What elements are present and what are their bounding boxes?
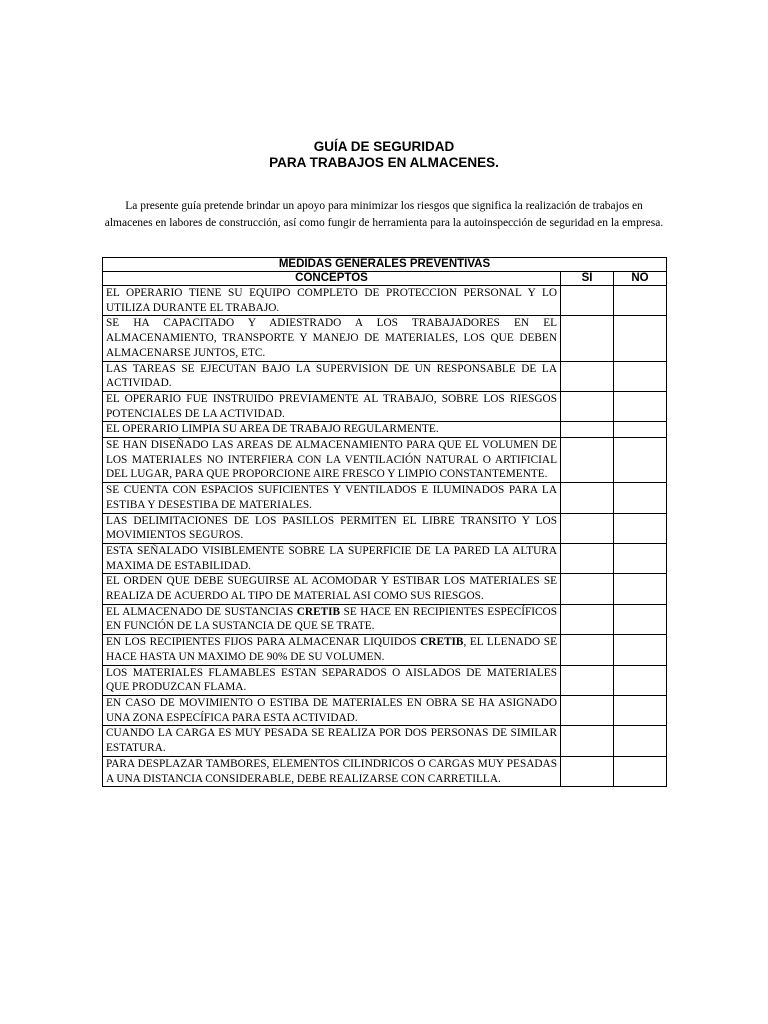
document-title: GUÍA DE SEGURIDAD — [313, 139, 455, 154]
concept-cell: LAS DELIMITACIONES DE LOS PASILLOS PERMITEN EL LIBRE TRANSITO Y LOS MOVIMIENTOS SEGUROS. — [103, 513, 561, 543]
concept-cell: EL OPERARIO FUE INSTRUIDO PREVIAMENTE AL TRABAJO, SOBRE LOS RIESGOS POTENCIALES DE LA ACTIVIDAD. — [103, 391, 561, 421]
answer-cell-no[interactable] — [614, 726, 667, 756]
concept-cell: EL ORDEN QUE DEBE SUEGUIRSE AL ACOMODAR Y ESTIBAR LOS MATERIALES SE REALIZA DE ACUERDO AL TIPO DE MATERIAL ASI COMO SUS RIESGOS. — [103, 574, 561, 604]
concept-keyword: CRETIB — [296, 605, 341, 618]
concept-cell: EL OPERARIO LIMPIA SU AREA DE TRABAJO REGULARMENTE. — [103, 422, 561, 438]
table-row — [103, 316, 667, 361]
table-row — [103, 604, 667, 634]
answer-cell-no[interactable] — [614, 422, 667, 438]
answer-cell-no[interactable] — [614, 574, 667, 604]
answer-cell-no[interactable] — [614, 665, 667, 695]
table-row — [103, 635, 667, 665]
concept-cell — [103, 604, 561, 634]
answer-cell-si[interactable] — [561, 695, 614, 725]
checklist-table — [102, 257, 667, 787]
concept-cell: EN CASO DE MOVIMIENTO O ESTIBA DE MATERIALES EN OBRA SE HA ASIGNADO UNA ZONA ESPECÍFICA PARA ESTA ACTIVIDAD. — [103, 695, 561, 725]
answer-cell-no[interactable] — [614, 286, 667, 316]
concept-cell: LAS TAREAS SE EJECUTAN BAJO LA SUPERVISION DE UN RESPONSABLE DE LA ACTIVIDAD. — [103, 361, 561, 391]
answer-cell-si[interactable] — [561, 635, 614, 665]
answer-cell-si[interactable] — [561, 483, 614, 513]
answer-cell-si[interactable] — [561, 543, 614, 573]
table-row — [103, 543, 667, 573]
table-row — [103, 513, 667, 543]
table-row — [103, 438, 667, 483]
answer-cell-si[interactable] — [561, 361, 614, 391]
concept-cell: SE HAN DISEÑADO LAS AREAS DE ALMACENAMIENTO PARA QUE EL VOLUMEN DE LOS MATERIALES NO INTERFIERA CON LA VENTILACIÓN NATURAL O ARTIFICIAL DEL LUGAR, PARA QUE PROPORCIONE AIRE FRESCO Y LIMPIO CONSTANTEMENTE. — [103, 438, 561, 483]
column-header-concepts: CONCEPTOS — [103, 272, 561, 286]
table-row — [103, 286, 667, 316]
column-header-si: SI — [561, 272, 614, 286]
concept-cell: LOS MATERIALES FLAMABLES ESTAN SEPARADOS O AISLADOS DE MATERIALES QUE PRODUZCAN FLAMA. — [103, 665, 561, 695]
concept-text: EL ALMACENADO DE SUSTANCIAS — [106, 605, 297, 618]
answer-cell-no[interactable] — [614, 391, 667, 421]
concept-text: EN LOS RECIPIENTES FIJOS PARA ALMACENAR LIQUIDOS — [106, 636, 421, 649]
concept-cell: ESTA SEÑALADO VISIBLEMENTE SOBRE LA SUPERFICIE DE LA PARED LA ALTURA MAXIMA DE ESTABILIDAD. — [103, 543, 561, 573]
answer-cell-si[interactable] — [561, 665, 614, 695]
concept-cell: SE HA CAPACITADO Y ADIESTRADO A LOS TRABAJADORES EN EL ALMACENAMIENTO, TRANSPORTE Y MANEJO DE MATERIALES, LOS QUE DEBEN ALMACENARSE JUNTOS, ETC. — [103, 316, 561, 361]
checklist-body — [103, 286, 667, 787]
concept-keyword: CRETIB — [420, 636, 464, 649]
answer-cell-no[interactable] — [614, 635, 667, 665]
table-row — [103, 361, 667, 391]
concept-cell: SE CUENTA CON ESPACIOS SUFICIENTES Y VENTILADOS E ILUMINADOS PARA LA ESTIBA Y DESESTIBA DE MATERIALES. — [103, 483, 561, 513]
answer-cell-no[interactable] — [614, 543, 667, 573]
table-row — [103, 391, 667, 421]
answer-cell-si[interactable] — [561, 726, 614, 756]
column-header-no: NO — [614, 272, 667, 286]
table-row — [103, 483, 667, 513]
table-row — [103, 756, 667, 786]
concept-text: , EL LLENADO SE HACE HASTA UN MAXIMO DE 90% DE SU VOLUMEN. — [106, 636, 557, 663]
answer-cell-no[interactable] — [614, 361, 667, 391]
concept-text: SE HACE EN RECIPIENTES ESPECÍFICOS EN FUNCIÓN DE LA SUSTANCIA DE QUE SE TRATE. — [106, 605, 557, 633]
answer-cell-si[interactable] — [561, 756, 614, 786]
concept-cell: EL OPERARIO TIENE SU EQUIPO COMPLETO DE PROTECCION PERSONAL Y LO UTILIZA DURANTE EL TRABAJO. — [103, 286, 561, 316]
answer-cell-si[interactable] — [561, 391, 614, 421]
table-row — [103, 665, 667, 695]
document-subtitle: PARA TRABAJOS EN ALMACENES. — [269, 155, 499, 170]
answer-cell-no[interactable] — [614, 695, 667, 725]
table-row — [103, 422, 667, 438]
concept-cell — [103, 635, 561, 665]
answer-cell-no[interactable] — [614, 604, 667, 634]
answer-cell-si[interactable] — [561, 316, 614, 361]
answer-cell-no[interactable] — [614, 438, 667, 483]
concept-cell: CUANDO LA CARGA ES MUY PESADA SE REALIZA POR DOS PERSONAS DE SIMILAR ESTATURA. — [103, 726, 561, 756]
concept-cell: PARA DESPLAZAR TAMBORES, ELEMENTOS CILINDRICOS O CARGAS MUY PESADAS A UNA DISTANCIA CONSIDERABLE, DEBE REALIZARSE CON CARRETILLA. — [103, 756, 561, 786]
section-header: MEDIDAS GENERALES PREVENTIVAS — [103, 258, 667, 272]
answer-cell-no[interactable] — [614, 513, 667, 543]
answer-cell-si[interactable] — [561, 574, 614, 604]
answer-cell-si[interactable] — [561, 438, 614, 483]
intro-paragraph: La presente guía pretende brindar un apoyo para minimizar los riesgos que significa la realización de trabajos en almacenes en labores de construcción, así como fungir de herramienta para la autoinspección de seguridad en la empresa. — [104, 200, 664, 229]
answer-cell-si[interactable] — [561, 513, 614, 543]
table-row — [103, 695, 667, 725]
answer-cell-si[interactable] — [561, 604, 614, 634]
table-row — [103, 574, 667, 604]
answer-cell-si[interactable] — [561, 422, 614, 438]
answer-cell-si[interactable] — [561, 286, 614, 316]
table-row — [103, 726, 667, 756]
answer-cell-no[interactable] — [614, 756, 667, 786]
answer-cell-no[interactable] — [614, 316, 667, 361]
answer-cell-no[interactable] — [614, 483, 667, 513]
